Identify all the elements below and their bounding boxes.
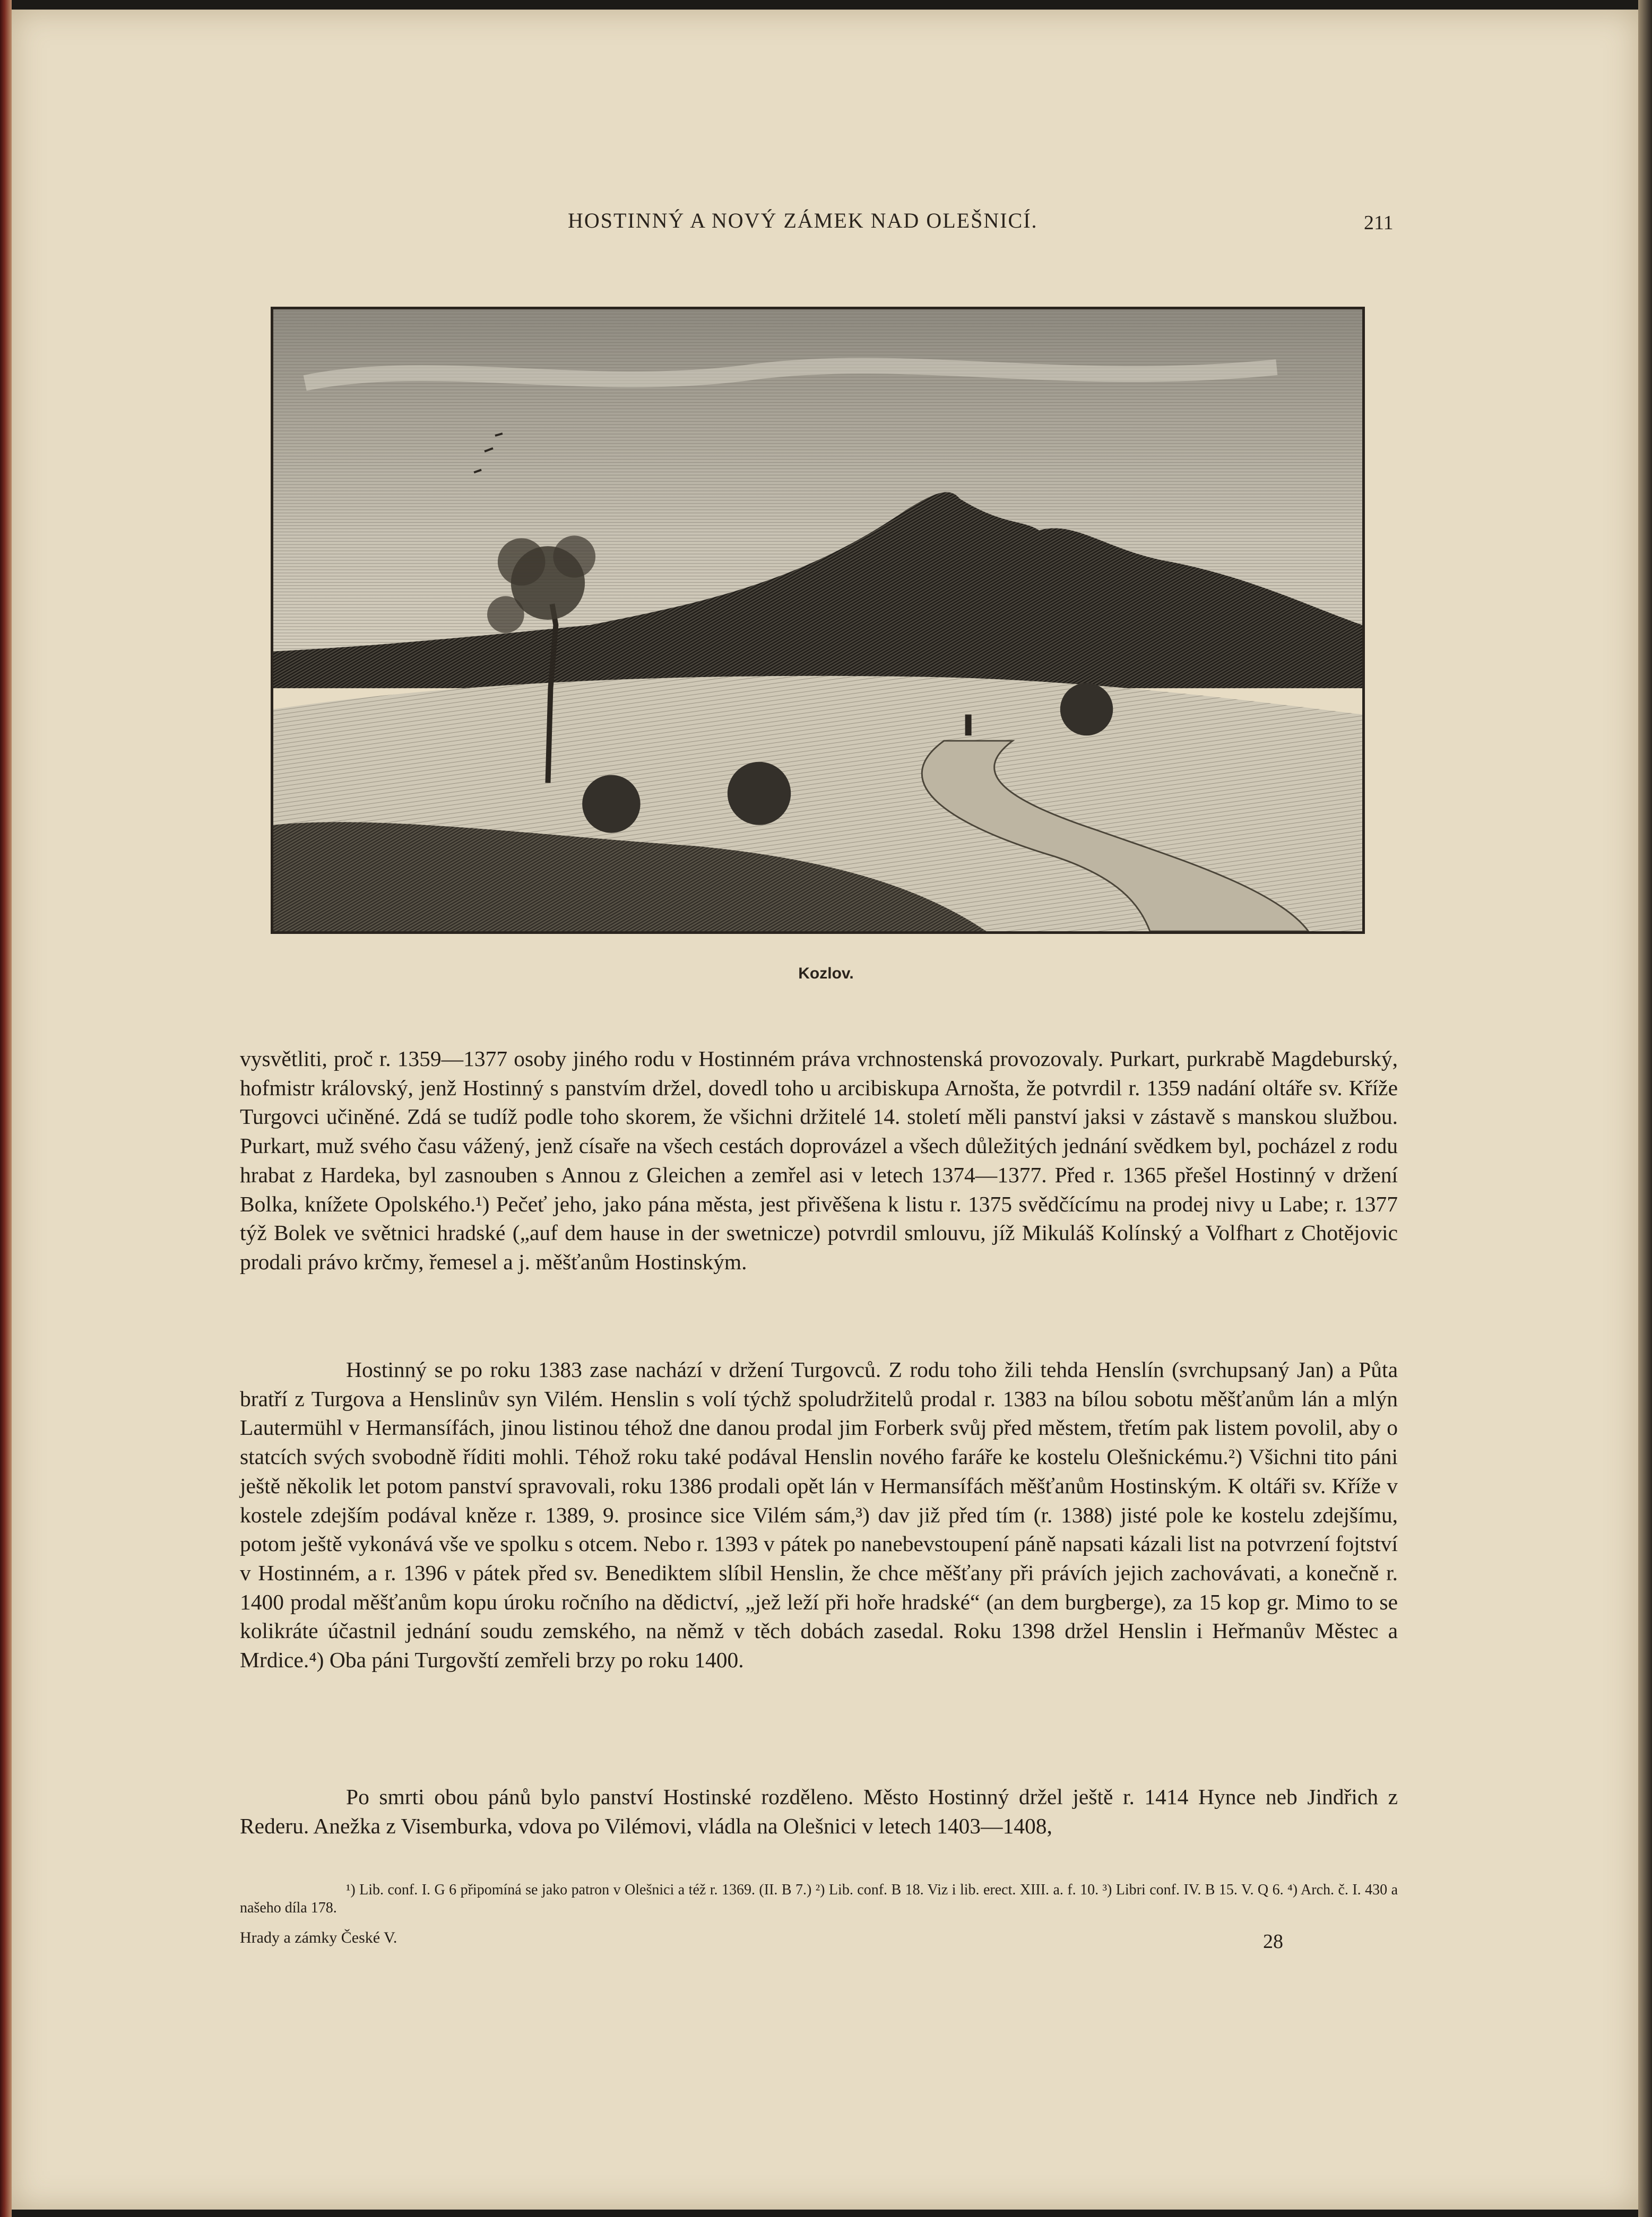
book-page-edge bbox=[1638, 0, 1652, 2217]
paragraph: vysvětliti, proč r. 1359—1377 osoby jiného rodu v Hostinném práva vrchnostenská provozovaly. Purkart, purkrabě Magdeburský, hofmistr královský, jenž Hostinný s panstvím držel, dovedl toho u arcibiskupa Arnošta, že potvrdil r. 1359 nadání oltáře sv. Kříže Turgovci učiněné. Zdá se tudíž podle toho skorem, že všichni držitelé 14. století měli panství jaksi v zástavě s manskou službou. Purkart, muž svého času vážený, jenž císaře na všech cestách doprovázel a všech důležitých jednání svědkem byl, pocházel z rodu hrabat z Hardeka, byl zasnouben s Annou z Gleichen a zemřel asi v letech 1374—1377. Před r. 1365 přešel Hostinný v držení Bolka, knížete Opolského.¹) Pečeť jeho, jako pána města, jest přivěšena k listu r. 1375 svědčícímu na prodej nivy u Labe; r. 1377 týž Bolek ve světnici hradské („auf dem hause in der swetnicze) potvrdil smlouvu, jíž Mikuláš Kolínský a Volfhart z Chotějovic prodali právo krčmy, řemesel a j. měšťanům Hostinským. bbox=[240, 1046, 1398, 1274]
printer-signature: Hrady a zámky České V. bbox=[240, 1929, 397, 1946]
running-title: HOSTINNÝ A NOVÝ ZÁMEK NAD OLEŠNICÍ. bbox=[568, 209, 1038, 232]
landscape-engraving bbox=[273, 309, 1362, 931]
footnotes bbox=[240, 1881, 1398, 1917]
paragraph: Hostinný se po roku 1383 zase nachází v držení Turgovců. Z rodu toho žili tehda Henslín (svrchupsaný Jan) a Půta bratří z Turgova a Henslinův syn Vilém. Henslin s volí týchž spoludržitelů prodal r. 1383 na bílou sobotu měšťanům lán a mlýn Lautermühl v Hermansífách, jinou listinou téhož dne danou prodal jim Forberk svůj před městem, třetím pak listem povolil, aby o statcích svých svobodně říditi mohli. Téhož roku také podával Henslin nového faráře ke kostelu Olešnickému.²) Všichni tito páni ještě několik let potom panství spravovali, roku 1386 prodali opět lán v Hermansífách měšťanům Hostinským. K oltáři sv. Kříže v kostele zdejším podával kněze r. 1389, 9. prosince sice Vilém sám,³) dav již před tím (r. 1388) jisté pole ke kostelu zdejšímu, potom ještě vykonává vše ve spolku s otcem. Nebo r. 1393 v pátek po nanebevstoupení páně napsati kázali list na potvrzení fojtství v Hostinném, a r. 1396 v pátek před sv. Benediktem slíbil Henslin, že chce měšťany při právích jejich zachovávati, a konečně r. 1400 prodal měšťanům kopu úroku ročního na dědictví, „jež leží při hoře hradské“ (an dem burgberge), za 15 kop gr. Mimo to se kolikráte účastnil jednání soudu zemského, na němž v těch dobách zasedal. Roku 1398 držel Henslin i Heřmanův Městec a Mrdice.⁴) Oba páni Turgovští zemřeli brzy po roku 1400. bbox=[240, 1357, 1398, 1673]
engraving-illustration bbox=[271, 307, 1365, 934]
page-number: 211 bbox=[1364, 212, 1394, 234]
body-text-block bbox=[240, 1355, 1398, 1675]
book-spine-edge bbox=[0, 0, 12, 2217]
paragraph: Po smrti obou pánů bylo panství Hostinské rozděleno. Město Hostinný držel ještě r. 1414 Hynce neb Jindřich z Rederu. Anežka z Visemburka, vdova po Vilémovi, vládla na Olešnici v letech 1403—1408, bbox=[240, 1785, 1398, 1838]
body-text-block bbox=[240, 1782, 1398, 1840]
sheet-number: 28 bbox=[1263, 1930, 1283, 1953]
body-text-block bbox=[240, 1044, 1398, 1277]
footnote: ¹) Lib. conf. I. G 6 připomíná se jako patron v Olešnici a též r. 1369. (II. B 7.) ²) Lib. conf. B 18. Viz i lib. erect. XIII. a. f. 10. ³) Libri conf. IV. B 15. V. Q 6. ⁴) Arch. č. I. 430 a našeho díla 178. bbox=[240, 1882, 1398, 1916]
figure-caption: Kozlov. bbox=[798, 965, 854, 982]
